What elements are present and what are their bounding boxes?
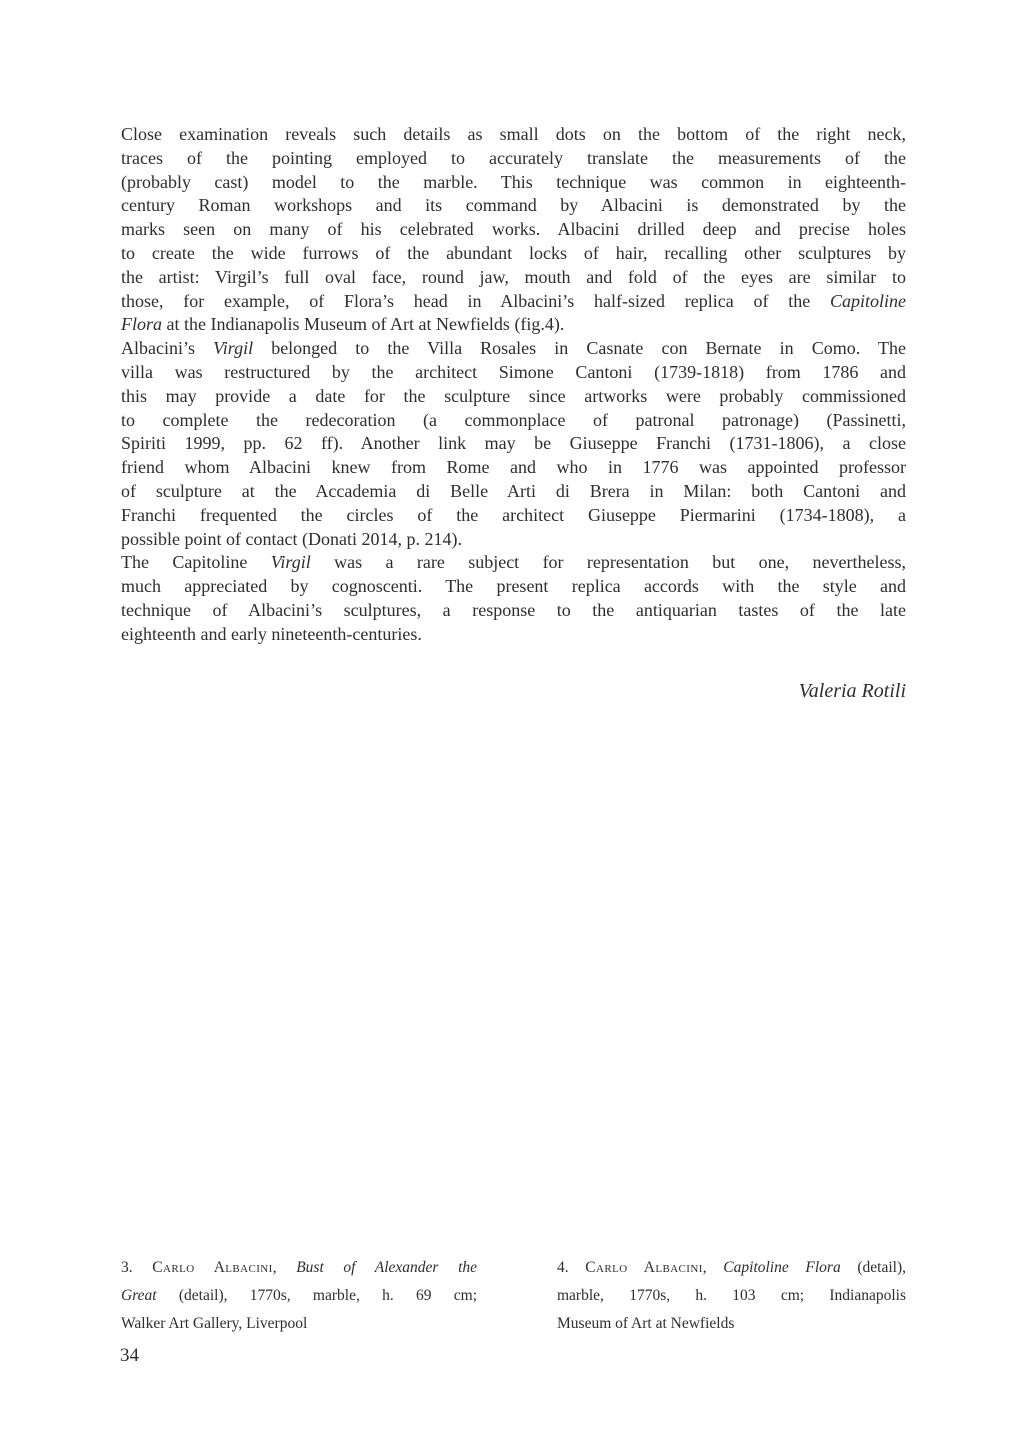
caption-line (121, 1310, 477, 1338)
body-text-line (121, 290, 906, 314)
body-text-line (121, 409, 906, 433)
text-segment: marble, 1770s, h. 103 cm; Indianapolis (557, 1287, 906, 1304)
smallcaps-text: Carlo Albacini (585, 1259, 703, 1276)
text-segment: to complete the redecoration (a commonplace of patronal patronage) (Passinetti, (121, 409, 906, 430)
text-segment: villa was restructured by the architect Simone Cantoni (1739-1818) from 1786 and (121, 361, 906, 382)
text-segment: Walker Art Gallery, Liverpool (121, 1315, 308, 1332)
body-text-line (121, 337, 906, 361)
italic-text: Virgil (213, 338, 254, 359)
body-text-line (121, 432, 906, 456)
italic-text: Virgil (270, 552, 311, 573)
text-segment: of sculpture at the Accademia di Belle Arti di Brera in Milan: both Cantoni and (121, 480, 906, 501)
body-text-line (121, 551, 906, 575)
body-text-line (121, 623, 906, 647)
text-segment: those, for example, of Flora’s head in Albacini’s half-sized replica of the (121, 290, 830, 311)
text-segment: (detail), (840, 1259, 906, 1276)
text-segment: (detail), 1770s, marble, h. 69 cm; (156, 1287, 477, 1304)
text-segment: friend whom Albacini knew from Rome and who in 1776 was appointed professor (121, 457, 906, 478)
paragraph (121, 123, 906, 337)
body-text-line (121, 575, 906, 599)
text-segment: The Capitoline (121, 552, 271, 573)
body-text-line (121, 599, 906, 623)
caption-line (557, 1282, 906, 1310)
article-body (121, 123, 906, 647)
body-text-line (121, 528, 906, 552)
body-text-line (121, 361, 906, 385)
text-segment: much appreciated by cognoscenti. The present replica accords with the style and (121, 576, 906, 597)
caption-line (121, 1282, 477, 1310)
paragraph (121, 337, 906, 551)
text-segment: 4. (557, 1259, 586, 1276)
italic-text: Bust of Alexander the (296, 1259, 477, 1276)
italic-text: Flora (121, 314, 163, 335)
paragraph (121, 551, 906, 646)
caption-line (121, 1254, 477, 1282)
text-segment: at the Indianapolis Museum of Art at Newfields (fig.4). (162, 314, 565, 335)
text-segment: marks seen on many of his celebrated works. Albacini drilled deep and precise holes (121, 219, 906, 240)
text-segment: was a rare subject for representation but one, nevertheless, (310, 552, 906, 573)
italic-text: Capitoline (830, 290, 906, 311)
text-segment: Franchi frequented the circles of the architect Giuseppe Piermarini (1734-1808), a (121, 504, 906, 525)
text-segment: this may provide a date for the sculpture since artworks were probably commissioned (121, 385, 906, 406)
text-segment: to create the wide furrows of the abundant locks of hair, recalling other sculptures by (121, 242, 906, 263)
text-segment: , (702, 1259, 724, 1276)
figure-caption-4 (557, 1254, 906, 1338)
caption-line (557, 1254, 906, 1282)
text-segment: Albacini’s (121, 338, 214, 359)
figure-caption-3 (121, 1254, 477, 1338)
body-text-line (121, 313, 906, 337)
text-segment: Museum of Art at Newfields (557, 1315, 735, 1332)
text-segment: , (272, 1259, 297, 1276)
body-text-line (121, 194, 906, 218)
body-text-line (121, 218, 906, 242)
author-signature: Valeria Rotili (798, 680, 906, 702)
italic-text: Great (121, 1287, 157, 1304)
body-text-line (121, 123, 906, 147)
text-segment: (probably cast) model to the marble. This technique was common in eighteenth- (121, 171, 906, 192)
smallcaps-text: Carlo Albacini (152, 1259, 273, 1276)
body-text-line (121, 504, 906, 528)
body-text-line (121, 266, 906, 290)
body-text-line (121, 147, 906, 171)
body-text-line (121, 385, 906, 409)
text-segment: 3. (121, 1259, 153, 1276)
text-segment: century Roman workshops and its command by Albacini is demonstrated by the (121, 195, 906, 216)
text-segment: the artist: Virgil’s full oval face, round jaw, mouth and fold of the eyes are similar to (121, 266, 906, 287)
text-segment: eighteenth and early nineteenth-centuries. (121, 623, 422, 644)
page-number: 34 (120, 1345, 139, 1366)
body-text-line (121, 242, 906, 266)
caption-line (557, 1310, 906, 1338)
italic-text: Capitoline Flora (723, 1259, 841, 1276)
text-segment: technique of Albacini’s sculptures, a response to the antiquarian tastes of the late (121, 599, 906, 620)
text-segment: possible point of contact (Donati 2014, p. 214). (121, 528, 462, 549)
text-segment: traces of the pointing employed to accurately translate the measurements of the (121, 147, 906, 168)
body-text-line (121, 456, 906, 480)
body-text-line (121, 171, 906, 195)
text-segment: belonged to the Villa Rosales in Casnate con Bernate in Como. The (253, 338, 906, 359)
text-segment: Spiriti 1999, pp. 62 ff). Another link may be Giuseppe Franchi (1731-1806), a close (121, 433, 906, 454)
body-text-line (121, 480, 906, 504)
text-segment: Close examination reveals such details as small dots on the bottom of the right neck, (121, 124, 906, 144)
